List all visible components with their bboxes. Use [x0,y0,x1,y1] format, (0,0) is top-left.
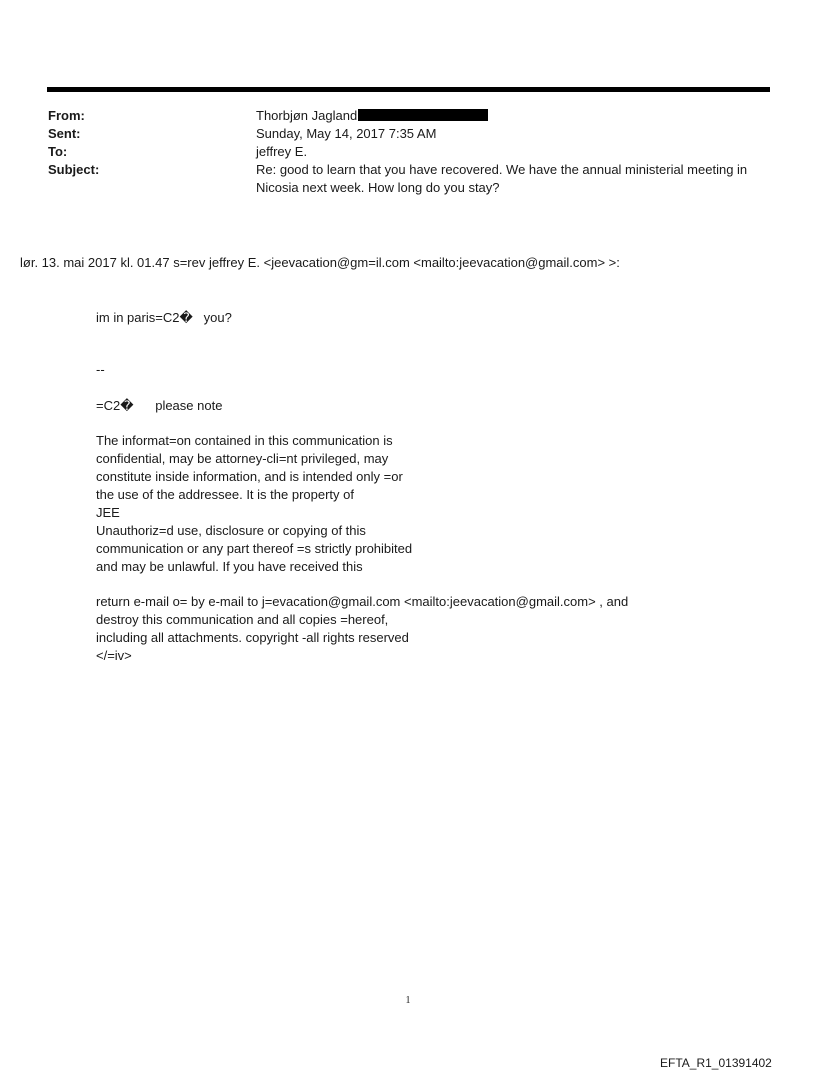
subject-row [48,161,778,197]
to-value: jeffrey E. [256,144,308,159]
return-line: </=iv> [96,648,132,663]
message-line [96,309,716,327]
disclaimer-line: JEE [96,505,120,520]
return-line: return e-mail o= by e-mail to j=evacation@gmail.com <mailto:jeevacation@gmail.com> , and [96,594,629,609]
from-row [48,107,778,125]
disclaimer-line: confidential, may be attorney-cli=nt privileged, may [96,451,389,466]
return-line: including all attachments. copyright -all rights reserved [96,630,409,645]
quoted-reply-header: lør. 13. mai 2017 kl. 01.47 s=rev jeffrey E. <jeevacation@gm=il.com <mailto:jeevacation@gmail.com> >: [20,255,620,270]
subject-line-1: Re: good to learn that you have recovered. We have the annual ministerial meeting in [256,162,748,177]
return-block [96,593,716,665]
from-name: Thorbjøn Jagland [256,108,358,123]
disclaimer-line: the use of the addressee. It is the property of [96,487,354,502]
disclaimer-line: and may be unlawful. If you have received this [96,559,363,574]
sent-value: Sunday, May 14, 2017 7:35 AM [256,126,437,141]
redaction-bar [358,109,488,121]
disclaimer-line: The informat=on contained in this communication is [96,433,393,448]
disclaimer-line: communication or any part thereof =s strictly prohibited [96,541,413,556]
signature-separator: -- [96,362,105,377]
header-rule [47,87,770,92]
subject-label: Subject: [48,162,100,177]
page-number: 1 [405,995,411,1006]
sent-row [48,125,778,143]
from-label: From: [48,108,85,123]
message-text: im in paris=C2� you? [96,310,232,325]
to-row [48,143,778,161]
subject-line-2: Nicosia next week. How long do you stay? [256,180,500,195]
sent-label: Sent: [48,126,81,141]
to-label: To: [48,144,68,159]
note-text: =C2� please note [96,398,223,413]
subject-value [256,161,778,197]
email-header [48,107,778,197]
disclaimer-line: Unauthoriz=d use, disclosure or copying of this [96,523,366,538]
return-line: destroy this communication and all copies =hereof, [96,612,389,627]
from-value [256,107,778,125]
disclaimer-line: constitute inside information, and is intended only =or [96,469,403,484]
disclaimer-block [96,432,716,576]
document-id: EFTA_R1_01391402 [660,1056,772,1070]
note-line [96,397,716,415]
